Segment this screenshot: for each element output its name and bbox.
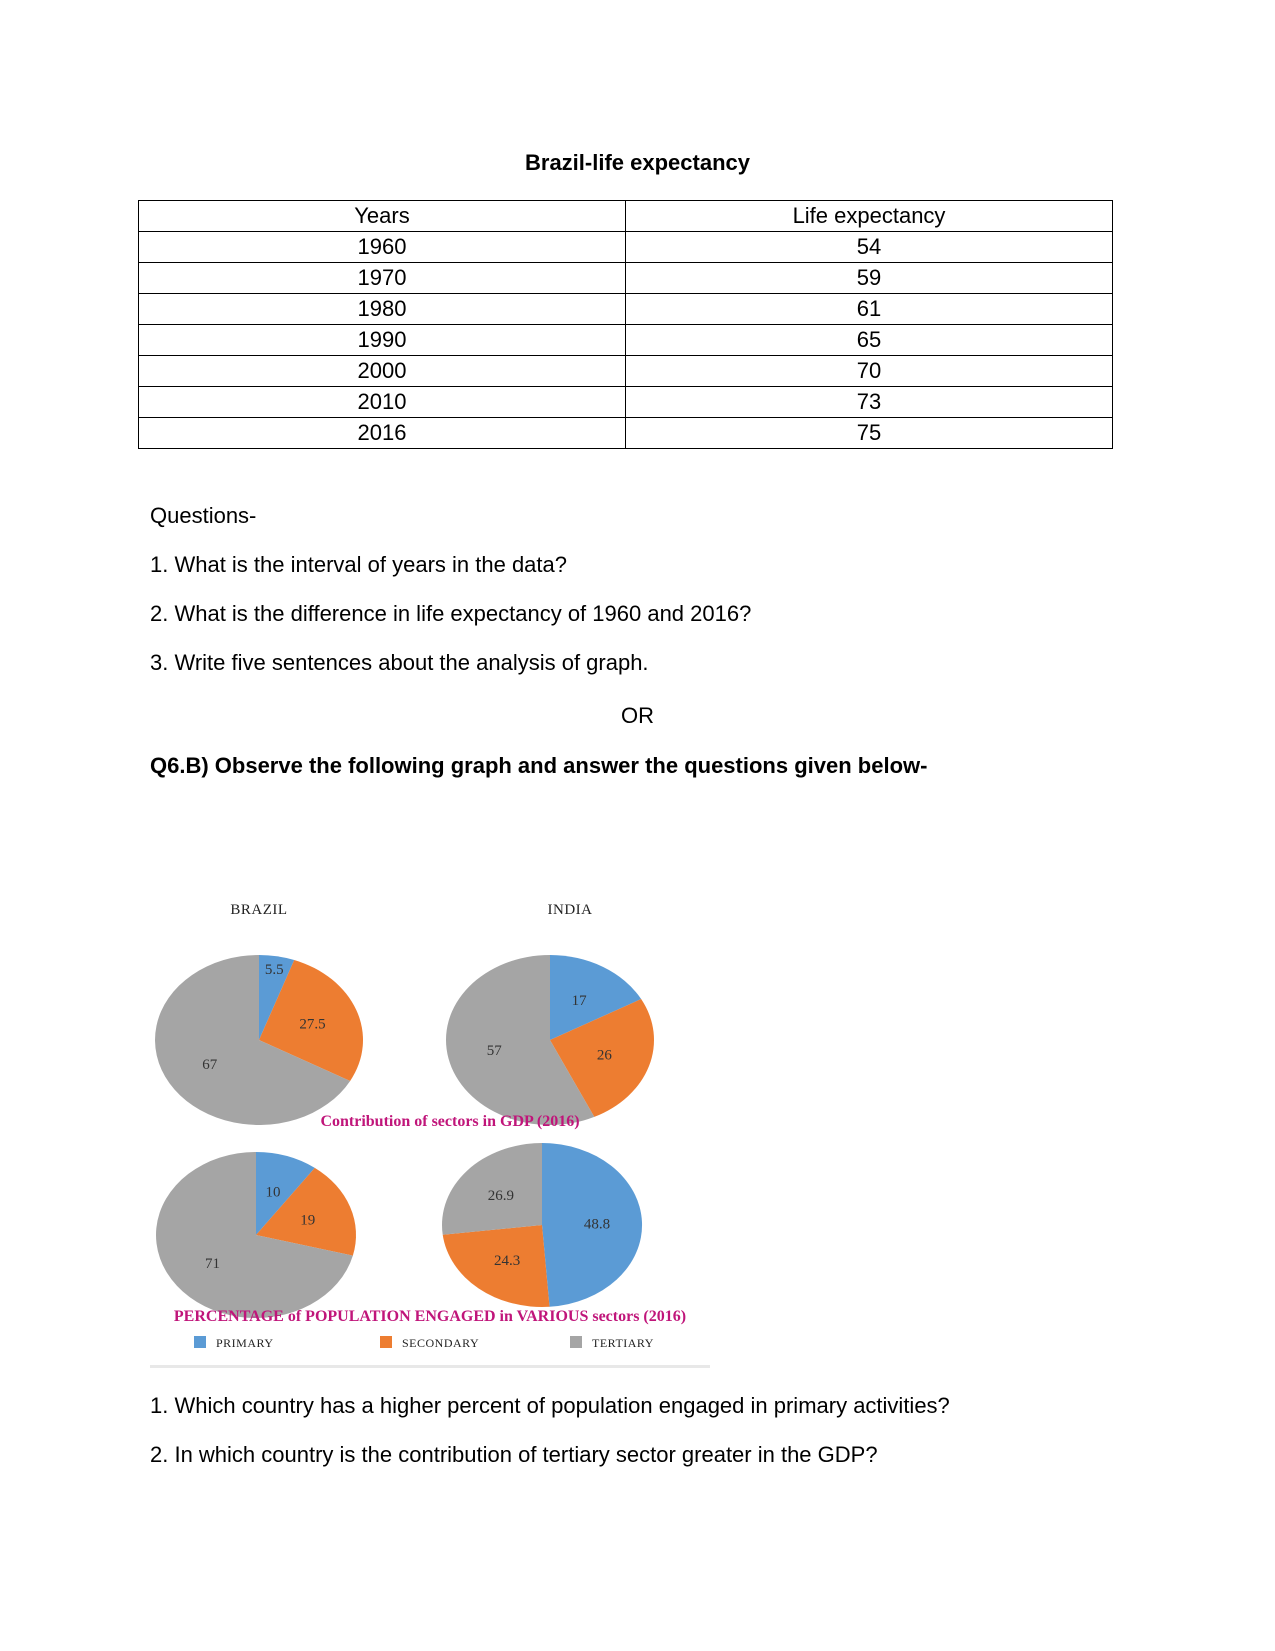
legend-label-tertiary: TERTIARY [592,1336,654,1350]
value-cell: 70 [626,356,1113,387]
chart-legend [194,1336,654,1350]
year-cell: 1970 [139,263,626,294]
table-row [139,387,1113,418]
pie-data-label: 27.5 [299,1016,326,1033]
year-cell: 1990 [139,325,626,356]
year-cell: 2010 [139,387,626,418]
sector-pie-charts [150,895,720,1370]
year-cell: 2000 [139,356,626,387]
chart-caption-population: PERCENTAGE of POPULATION ENGAGED in VARIOUS sectors (2016) [173,1308,687,1325]
life-expectancy-table [138,200,1113,449]
question-1: 1. What is the interval of years in the data? [150,552,568,577]
question-3: 3. Write five sentences about the analysis of graph. [150,650,649,675]
value-cell: 61 [626,294,1113,325]
pie-gdp-india [446,955,654,1125]
chart-bottom-rule [150,1365,710,1368]
table-row [139,356,1113,387]
pie-data-label: 26.9 [487,1188,515,1205]
value-cell: 59 [626,263,1113,294]
pie-gdp-brazil [155,955,363,1125]
legend-label-primary: PRIMARY [216,1336,274,1350]
year-cell: 1980 [139,294,626,325]
pie-data-label: 10 [265,1184,281,1201]
pie-population-brazil [156,1152,356,1318]
table-row [139,263,1113,294]
pie-data-label: 24.3 [493,1252,521,1269]
q6b-question-2: 2. In which country is the contribution of tertiary sector greater in the GDP? [150,1442,878,1467]
table-header-row [139,201,1113,232]
legend-swatch-secondary [380,1336,392,1348]
pie-data-label: 17 [571,992,587,1009]
table-row [139,232,1113,263]
table-title: Brazil-life expectancy [525,150,750,175]
pie-data-label: 71 [205,1256,220,1272]
country-label-brazil: BRAZIL [230,902,288,918]
pie-data-label: 19 [300,1212,316,1229]
q6b-question-1: 1. Which country has a higher percent of population engaged in primary activities? [150,1393,950,1418]
header-cell-life-expectancy: Life expectancy [626,201,1113,232]
chart-caption-gdp: Contribution of sectors in GDP (2016) [320,1113,580,1130]
value-cell: 54 [626,232,1113,263]
table-row [139,418,1113,449]
pie-data-label: 67 [202,1056,218,1073]
header-cell-years: Years [139,201,626,232]
year-cell: 1960 [139,232,626,263]
table-row [139,294,1113,325]
legend-swatch-tertiary [570,1336,582,1348]
questions-heading: Questions- [150,503,257,528]
legend-label-secondary: SECONDARY [402,1336,480,1350]
pie-population-india [442,1143,642,1307]
pie-data-label: 26 [596,1047,612,1064]
year-cell: 2016 [139,418,626,449]
pie-data-label: 5.5 [264,961,284,978]
question-2: 2. What is the difference in life expectancy of 1960 and 2016? [150,601,752,626]
q6b-heading: Q6.B) Observe the following graph and answer the questions given below- [150,753,928,778]
or-separator: OR [621,703,654,728]
value-cell: 65 [626,325,1113,356]
legend-swatch-primary [194,1336,206,1348]
value-cell: 75 [626,418,1113,449]
pie-data-label: 48.8 [583,1216,611,1233]
value-cell: 73 [626,387,1113,418]
country-label-india: INDIA [547,902,593,918]
pie-data-label: 57 [486,1043,502,1060]
table-row [139,325,1113,356]
